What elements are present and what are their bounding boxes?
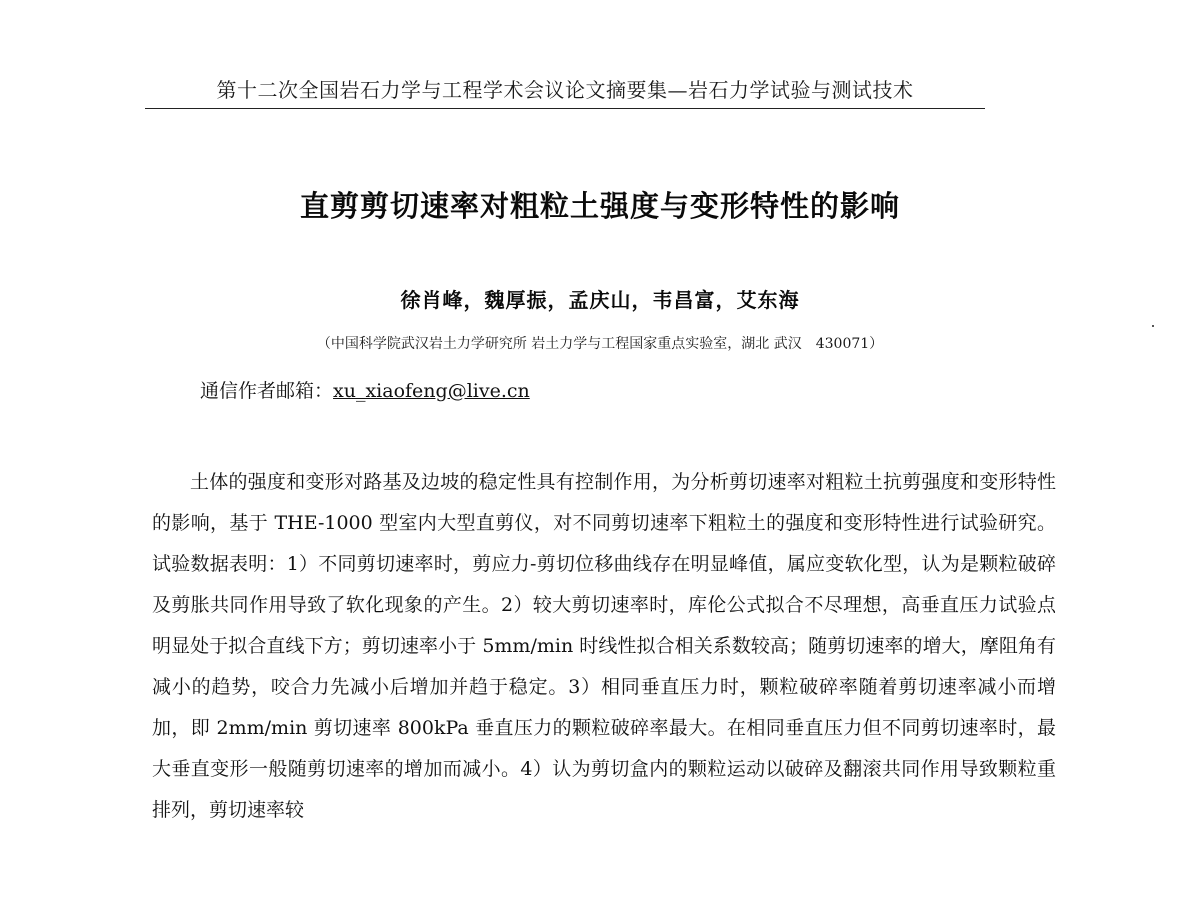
- authors: 徐肖峰，魏厚振，孟庆山，韦昌富，艾东海: [400, 288, 800, 312]
- running-header: 第十二次全国岩石力学与工程学术会议论文摘要集—岩石力学试验与测试技术: [216, 78, 914, 102]
- paper-title: 直剪剪切速率对粗粒土强度与变形特性的影响: [299, 189, 900, 223]
- contact-line: [200, 376, 530, 403]
- affiliation: （中国科学院武汉岩土力学研究所 岩土力学与工程国家重点实验室，湖北 武汉 430071）: [316, 336, 884, 352]
- abstract-body: 土体的强度和变形对路基及边坡的稳定性具有控制作用，为分析剪切速率对粗粒土抗剪强度和变形特性的影响，基于 THE-1000 型室内大型直剪仪，对不同剪切速率下粗粒土的强度和变形特性进行试验研究。试验数据表明：1）不同剪切速率时，剪应力-剪切位移曲线存在明显峰值，属应变软化型，认为是颗粒破碎及剪胀共同作用导致了软化现象的产生。2）较大剪切速率时，库伦公式拟合不尽理想，高垂直压力试验点明显处于拟合直线下方；剪切速率小于 5mm/min 时线性拟合相关系数较高；随剪切速率的增大，摩阻角有减小的趋势，咬合力先减小后增加并趋于稳定。3）相同垂直压力时，颗粒破碎率随着剪切速率减小而增加，即 2mm/min 剪切速率 800kPa 垂直压力的颗粒破碎率最大。在相同垂直压力但不同剪切速率时，最大垂直变形一般随剪切速率的增加而减小。4）认为剪切盒内的颗粒运动以破碎及翻滚共同作用导致颗粒重排列，剪切速率较: [152, 471, 1056, 821]
- header-rule: [145, 108, 985, 109]
- scan-speck: [1152, 325, 1154, 327]
- contact-label: 通信作者邮箱：: [200, 380, 334, 402]
- contact-email-link[interactable]: xu_xiaofeng@live.cn: [333, 380, 530, 402]
